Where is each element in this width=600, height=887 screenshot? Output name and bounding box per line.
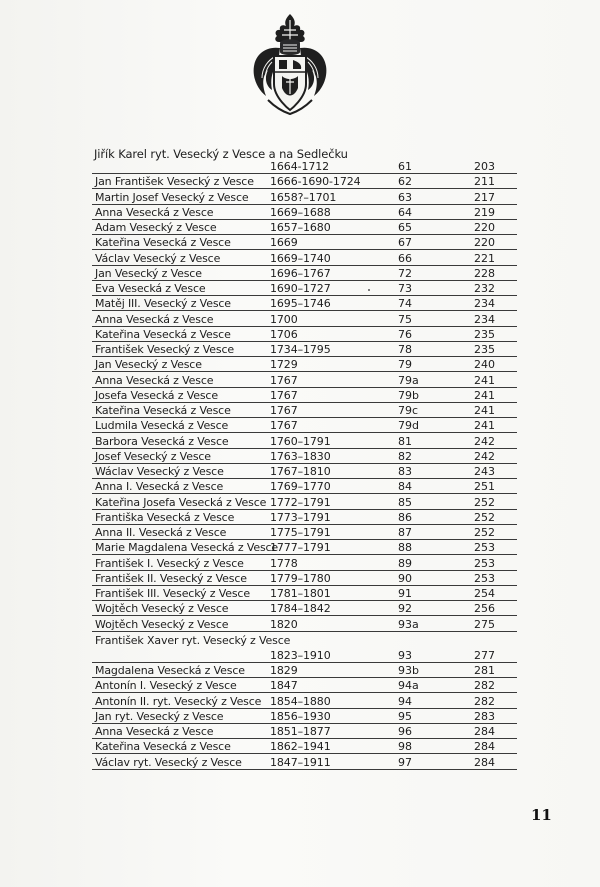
person-name: Josef Vesecký z Vesce [95,449,211,463]
person-name: Anna Vesecká z Vesce [95,312,214,326]
table-row [92,648,517,663]
entry-number: 84 [398,480,412,494]
table-row [92,495,517,510]
entry-number: 61 [398,160,412,173]
table-row [92,464,517,479]
entry-number: 79c [398,404,419,417]
entry-number: 63 [398,190,412,204]
table-row [92,174,517,189]
entry-number: 83 [398,465,412,478]
table-row [92,312,517,327]
life-years: 1729 [270,358,298,372]
life-years: 1767 [270,388,298,402]
table-row [92,373,517,388]
life-years: 1658?–1701 [270,190,337,204]
life-years: 1696–1767 [270,266,331,280]
person-name: Jan Vesecký z Vesce [95,266,202,280]
person-name: Wáclav Vesecký z Vesce [95,465,224,478]
page-reference: 220 [474,221,495,234]
life-years: 1851–1877 [270,725,331,738]
life-years: 1769–1770 [270,480,331,494]
table-row [92,281,517,296]
table-row [92,678,517,693]
life-years: 1734–1795 [270,343,331,356]
page-reference: 284 [474,725,495,738]
page-reference: 252 [474,526,495,539]
table-row [92,342,517,357]
table-row [92,190,517,205]
life-years: 1779–1780 [270,571,331,585]
table-row [92,556,517,571]
person-name: Matěj III. Vesecký z Vesce [95,297,231,311]
page-reference: 277 [474,649,495,662]
entry-number: 67 [398,236,412,250]
life-years: 1777–1791 [270,541,331,555]
entry-number: 91 [398,587,412,600]
page-reference: 284 [474,740,495,754]
page-reference: 243 [474,465,495,478]
person-name: Antonín I. Vesecký z Vesce [95,679,237,693]
person-name: Marie Magdalena Vesecká z Vesce [95,541,279,555]
entry-number: 78 [398,343,412,356]
person-name: Wojtěch Vesecký z Vesce [95,602,229,616]
table-row [92,266,517,281]
entry-number: 93 [398,649,412,662]
life-years: 1781–1801 [270,587,331,600]
life-years: 1767 [270,419,298,433]
life-years: 1695–1746 [270,297,331,311]
table-row [92,449,517,464]
person-name: Anna Vesecká z Vesce [95,725,214,738]
page-reference: 252 [474,510,495,524]
person-name: Eva Vesecká z Vesce [95,282,206,295]
life-years: 1666-1690-1724 [270,175,361,189]
entry-number: 66 [398,251,412,265]
life-years: 1700 [270,312,298,326]
page-reference: 241 [474,373,495,387]
person-name: Františka Vesecká z Vesce [95,510,235,524]
life-years: 1763–1830 [270,449,331,463]
life-years: 1690–1727 [270,282,331,295]
page-reference: 220 [474,236,495,250]
page-reference: 242 [474,434,495,448]
person-name: Anna II. Vesecká z Vesce [95,526,227,539]
page-reference: 217 [474,190,495,204]
life-years: 1772–1791 [270,495,331,509]
person-name: Ludmila Vesecká z Vesce [95,419,229,433]
page-reference: 242 [474,449,495,463]
table-row [92,571,517,586]
life-years: 1767–1810 [270,465,331,478]
entry-number: 79a [398,373,419,387]
table-row [92,327,517,342]
person-name: František III. Vesecký z Vesce [95,587,250,600]
page-reference: 234 [474,297,495,311]
entry-number: 89 [398,556,412,570]
page-reference: 235 [474,343,495,356]
table-row [92,205,517,220]
table-row [92,418,517,433]
life-years: 1784–1842 [270,602,331,616]
person-name: Václav Vesecký z Vesce [95,251,221,265]
person-name: Antonín II. ryt. Vesecký z Vesce [95,694,262,708]
life-years: 1773–1791 [270,510,331,524]
table-row [92,586,517,601]
table-row [92,617,517,632]
person-name: Magdalena Vesecká z Vesce [95,664,245,677]
page-reference: 253 [474,541,495,555]
entry-number: 94 [398,694,412,708]
person-name: Anna Vesecká z Vesce [95,373,214,387]
entry-number: 82 [398,449,412,463]
table-row [92,159,517,174]
person-name: František II. Vesecký z Vesce [95,571,247,585]
scan-speck [368,289,370,291]
page-reference: 219 [474,205,495,219]
entry-number: 79d [398,419,419,433]
life-years: 1778 [270,556,298,570]
life-years: 1669–1740 [270,251,331,265]
person-name: František I. Vesecký z Vesce [95,556,244,570]
page-reference: 282 [474,679,495,693]
life-years: 1862–1941 [270,740,331,754]
life-years: 1823–1910 [270,649,331,662]
life-years: 1856–1930 [270,709,331,723]
person-name: Kateřina Vesecká z Vesce [95,404,231,417]
table-row [92,220,517,235]
table-row [92,724,517,739]
table-row [92,388,517,403]
page-reference: 254 [474,587,495,600]
life-years: 1820 [270,617,298,631]
entry-number: 79b [398,388,419,402]
life-years: 1657–1680 [270,221,331,234]
person-name: František Xaver ryt. Vesecký z Vesce [95,634,291,647]
life-years: 1664-1712 [270,160,330,173]
page-reference: 253 [474,571,495,585]
person-name: Jan ryt. Vesecký z Vesce [95,709,224,723]
table-row [92,601,517,616]
page-reference: 235 [474,327,495,341]
entry-number: 96 [398,725,412,738]
person-name: Barbora Vesecká z Vesce [95,434,229,448]
entry-number: 65 [398,221,412,234]
page-reference: 283 [474,709,495,723]
person-name: Josefa Vesecká z Vesce [95,388,218,402]
person-name: Kateřina Josefa Vesecká z Vesce [95,495,267,509]
table-row [92,357,517,372]
page-reference: 203 [474,160,495,173]
page-reference: 232 [474,282,495,295]
entry-number: 64 [398,205,412,219]
entry-number: 90 [398,571,412,585]
entry-number: 62 [398,175,412,189]
table-row [92,709,517,724]
row-rule [92,769,517,770]
life-years: 1669 [270,236,298,250]
page-reference: 284 [474,755,495,769]
person-name: Jan František Vesecký z Vesce [95,175,254,189]
life-years: 1669–1688 [270,205,331,219]
page-reference: 221 [474,251,495,265]
life-years: 1706 [270,327,298,341]
life-years: 1760–1791 [270,434,331,448]
person-name: Václav ryt. Vesecký z Vesce [95,755,242,769]
table-row [92,434,517,449]
entry-number: 75 [398,312,412,326]
page-reference: 234 [474,312,495,326]
entry-number: 92 [398,602,412,616]
person-name: Kateřina Vesecká z Vesce [95,327,231,341]
entry-number: 93a [398,617,419,631]
page-reference: 211 [474,175,495,189]
entry-number: 73 [398,282,412,295]
entry-number: 95 [398,709,412,723]
entry-number: 74 [398,297,412,311]
page-reference: 282 [474,694,495,708]
life-years: 1767 [270,373,298,387]
page-reference: 251 [474,480,495,494]
page-reference: 252 [474,495,495,509]
life-years: 1829 [270,664,298,677]
person-name: Anna Vesecká z Vesce [95,205,214,219]
entry-number: 86 [398,510,412,524]
person-name: Martin Josef Vesecký z Vesce [95,190,249,204]
person-name: Anna I. Vesecká z Vesce [95,480,224,494]
life-years: 1767 [270,404,298,417]
coat-of-arms-icon [246,12,334,116]
page-reference: 275 [474,617,495,631]
page-reference: 256 [474,602,495,616]
person-name: Wojtěch Vesecký z Vesce [95,617,229,631]
table-row [92,510,517,525]
table-row [92,403,517,418]
table-row [92,525,517,540]
table-row [92,633,517,648]
entry-number: 97 [398,755,412,769]
page-reference: 253 [474,556,495,570]
table-row [92,663,517,678]
entry-number: 76 [398,327,412,341]
row-rule [92,631,517,632]
entry-number: 85 [398,495,412,509]
page-reference: 241 [474,419,495,433]
entry-number: 72 [398,266,412,280]
table-row [92,479,517,494]
life-years: 1847 [270,679,298,693]
person-name: František Vesecký z Vesce [95,343,234,356]
page-number: 11 [531,806,552,824]
table-row [92,235,517,250]
heading-title: Jiřík Karel ryt. Vesecký z Vesce a na Sedlečku [94,147,348,161]
page-reference: 241 [474,388,495,402]
table-row [92,251,517,266]
entry-number: 93b [398,664,419,677]
table-row [92,755,517,770]
table-row [92,739,517,754]
page-reference: 240 [474,358,495,372]
page-reference: 228 [474,266,495,280]
person-name: Kateřina Vesecká z Vesce [95,740,231,754]
person-name: Jan Vesecký z Vesce [95,358,202,372]
person-name: Kateřina Vesecká z Vesce [95,236,231,250]
entry-number: 87 [398,526,412,539]
life-years: 1775–1791 [270,526,331,539]
entry-number: 88 [398,541,412,555]
life-years: 1847–1911 [270,755,331,769]
table-row [92,540,517,555]
table-row [92,296,517,311]
entry-number: 94a [398,679,419,693]
table-row [92,694,517,709]
page-reference: 281 [474,664,495,677]
page-reference: 241 [474,404,495,417]
entry-number: 81 [398,434,412,448]
entry-number: 98 [398,740,412,754]
person-name: Adam Vesecký z Vesce [95,221,217,234]
life-years: 1854–1880 [270,694,331,708]
entry-number: 79 [398,358,412,372]
